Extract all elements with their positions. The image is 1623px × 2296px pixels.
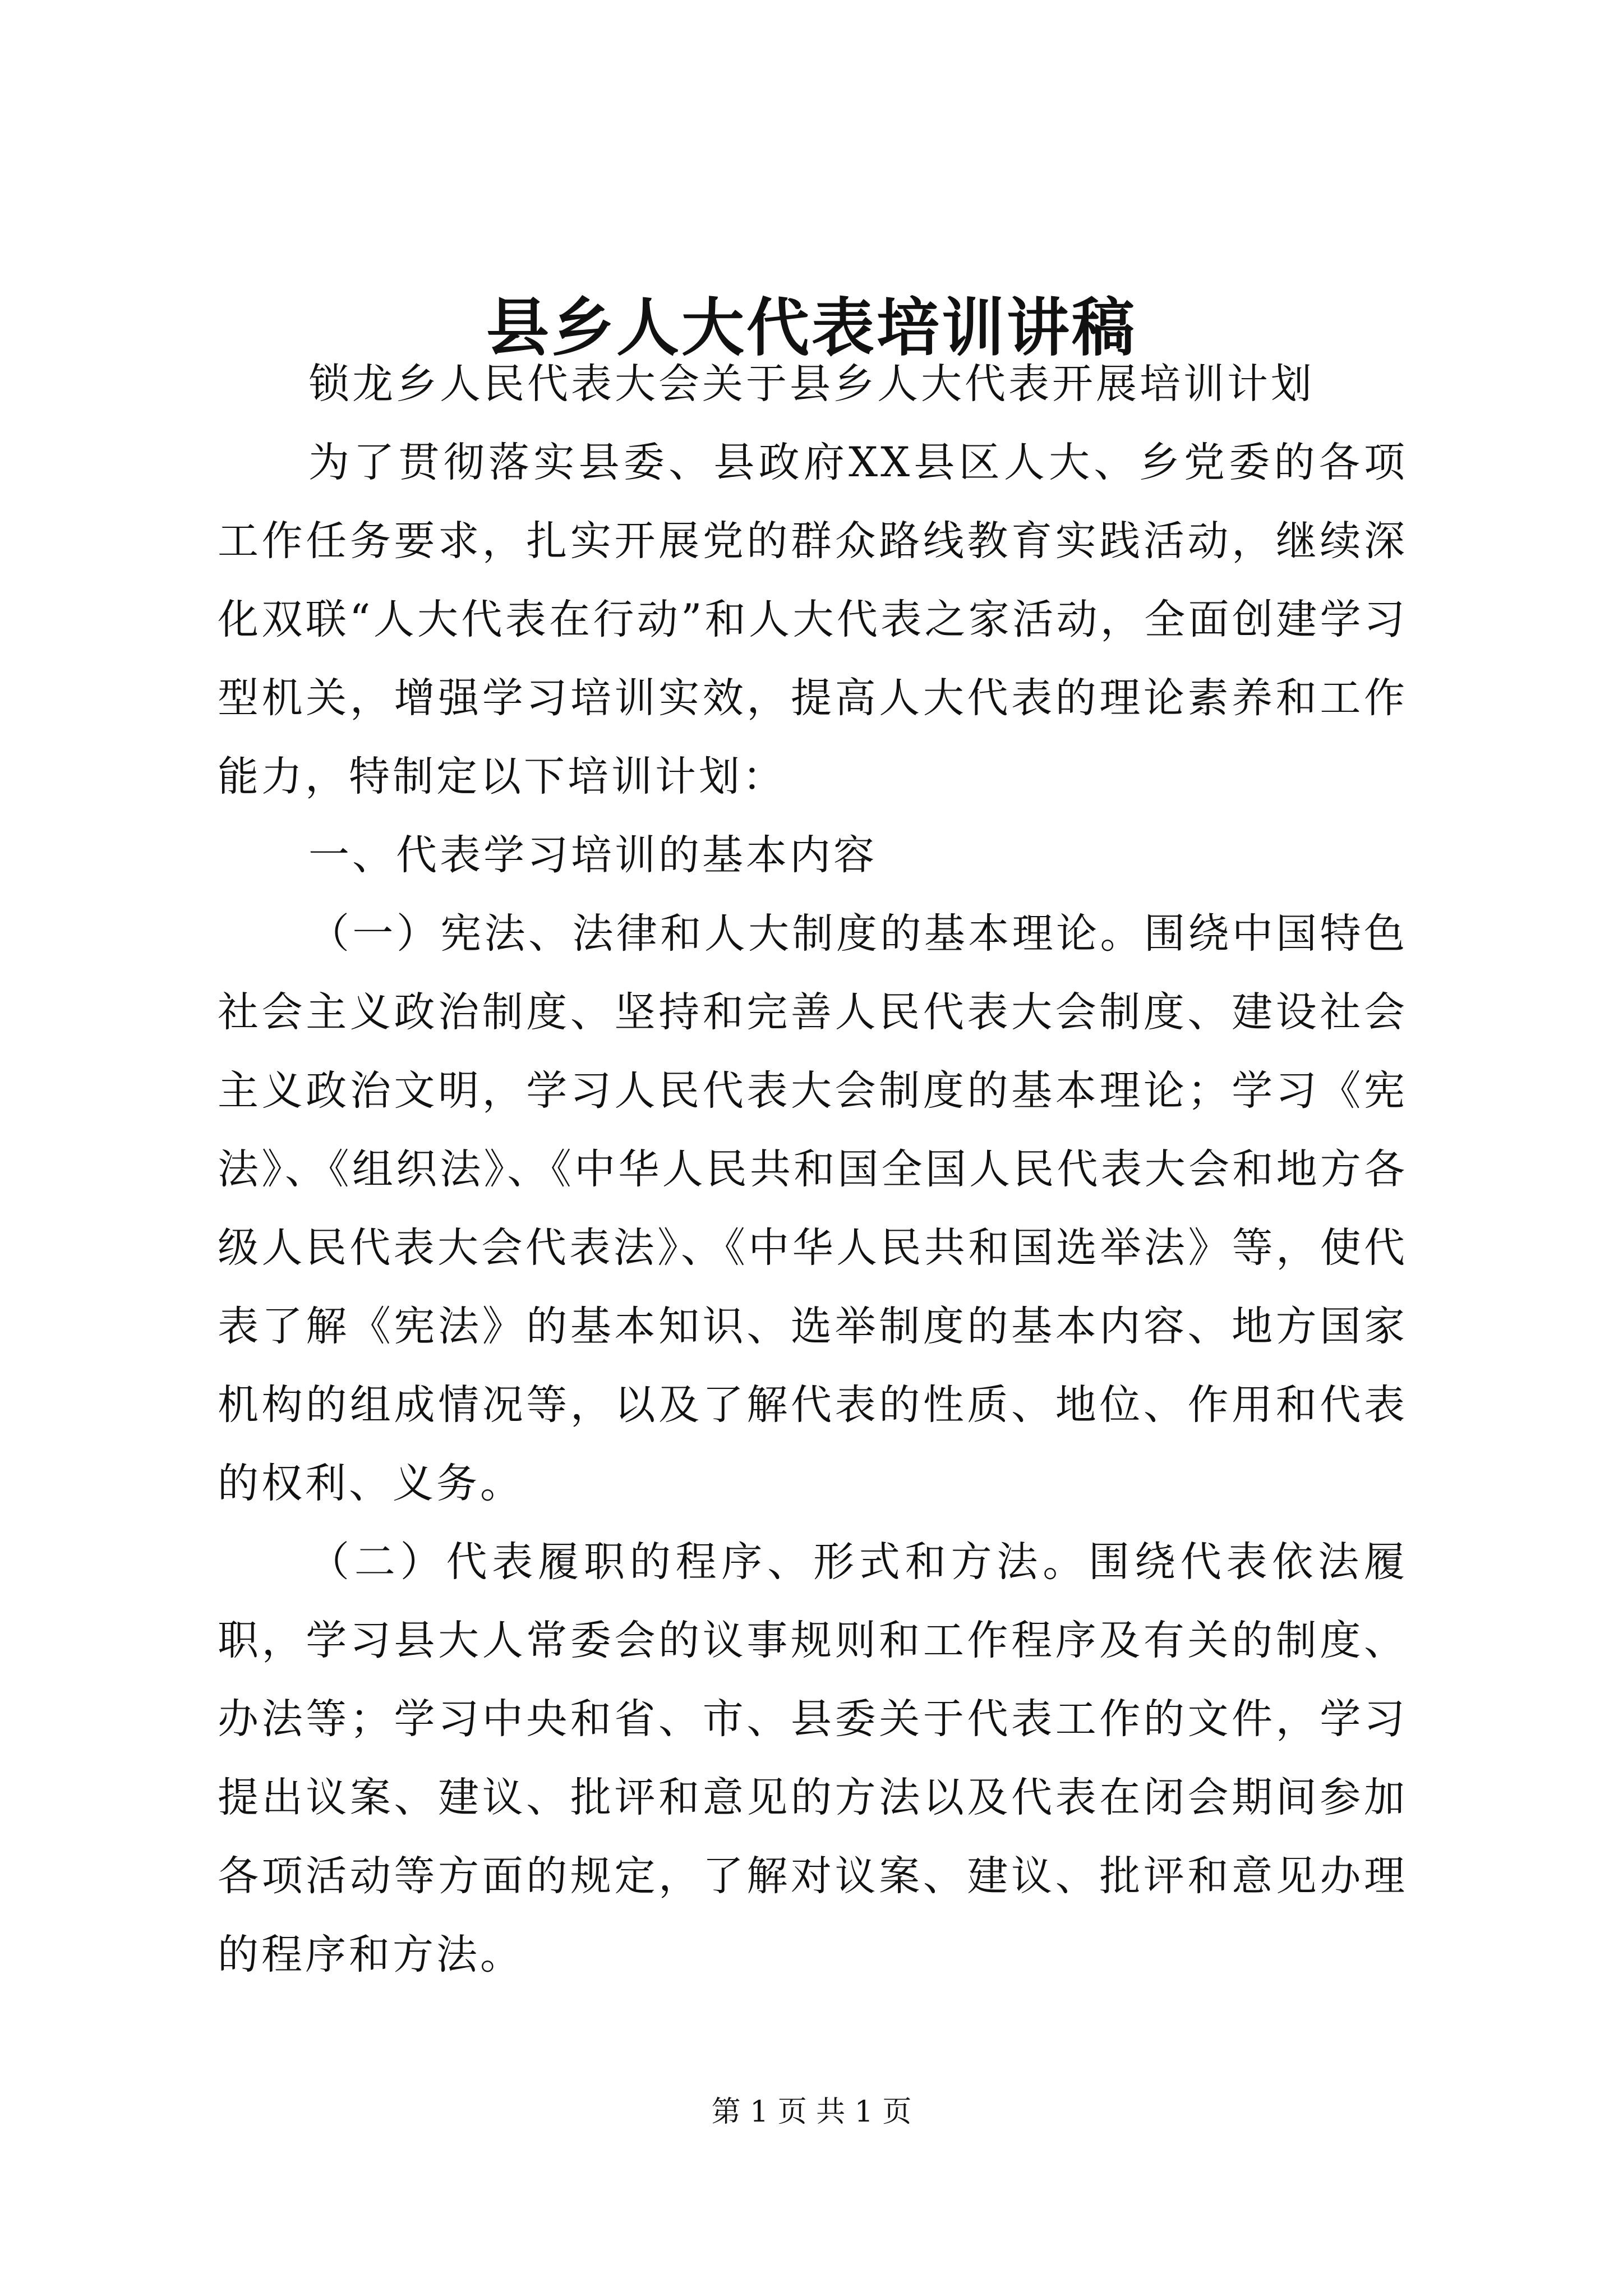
document-title: 县乡人大代表培训讲稿 — [486, 291, 1137, 365]
paragraph-intro: 为了贯彻落实县委、县政府XX县区人大、乡党委的各项工作任务要求，扎实开展党的群众路线教育实践活动，继续深化双联“人大代表在行动”和人大代表之家活动，全面创建学习型机关，增强学习培训实效，提高人大代表的理论素养和工作能力，特制定以下培训计划： — [218, 439, 1408, 800]
paragraph-subtitle: 锁龙乡人民代表大会关于县乡人大代表开展培训计划 — [308, 360, 1315, 408]
paragraph-item-2: （二）代表履职的程序、形式和方法。围绕代表依法履职，学习县大人常委会的议事规则和工作程序及有关的制度、办法等；学习中央和省、市、县委关于代表工作的文件，学习提出议案、建议、批评和意见的方法以及代表在闭会期间参加各项活动等方面的规定，了解对议案、建议、批评和意见办理的程序和方法。 — [218, 1538, 1408, 1978]
paragraph-section-heading: 一、代表学习培训的基本内容 — [308, 831, 877, 879]
paragraph-item-1: （一）宪法、法律和人大制度的基本理论。围绕中国特色社会主义政治制度、坚持和完善人民代表大会制度、建设社会主义政治文明，学习人民代表大会制度的基本理论；学习《宪法》、《组织法》、《中华人民共和国全国人民代表大会和地方各级人民代表大会代表法》、《中华人民共和国选举法》等，使代表了解《宪法》的基本知识、选举制度的基本内容、地方国家机构的组成情况等，以及了解代表的性质、地位、作用和代表的权利、义务。 — [218, 910, 1408, 1507]
page-footer: 第 1 页 共 1 页 — [711, 2095, 912, 2129]
document-body — [218, 345, 1408, 1994]
